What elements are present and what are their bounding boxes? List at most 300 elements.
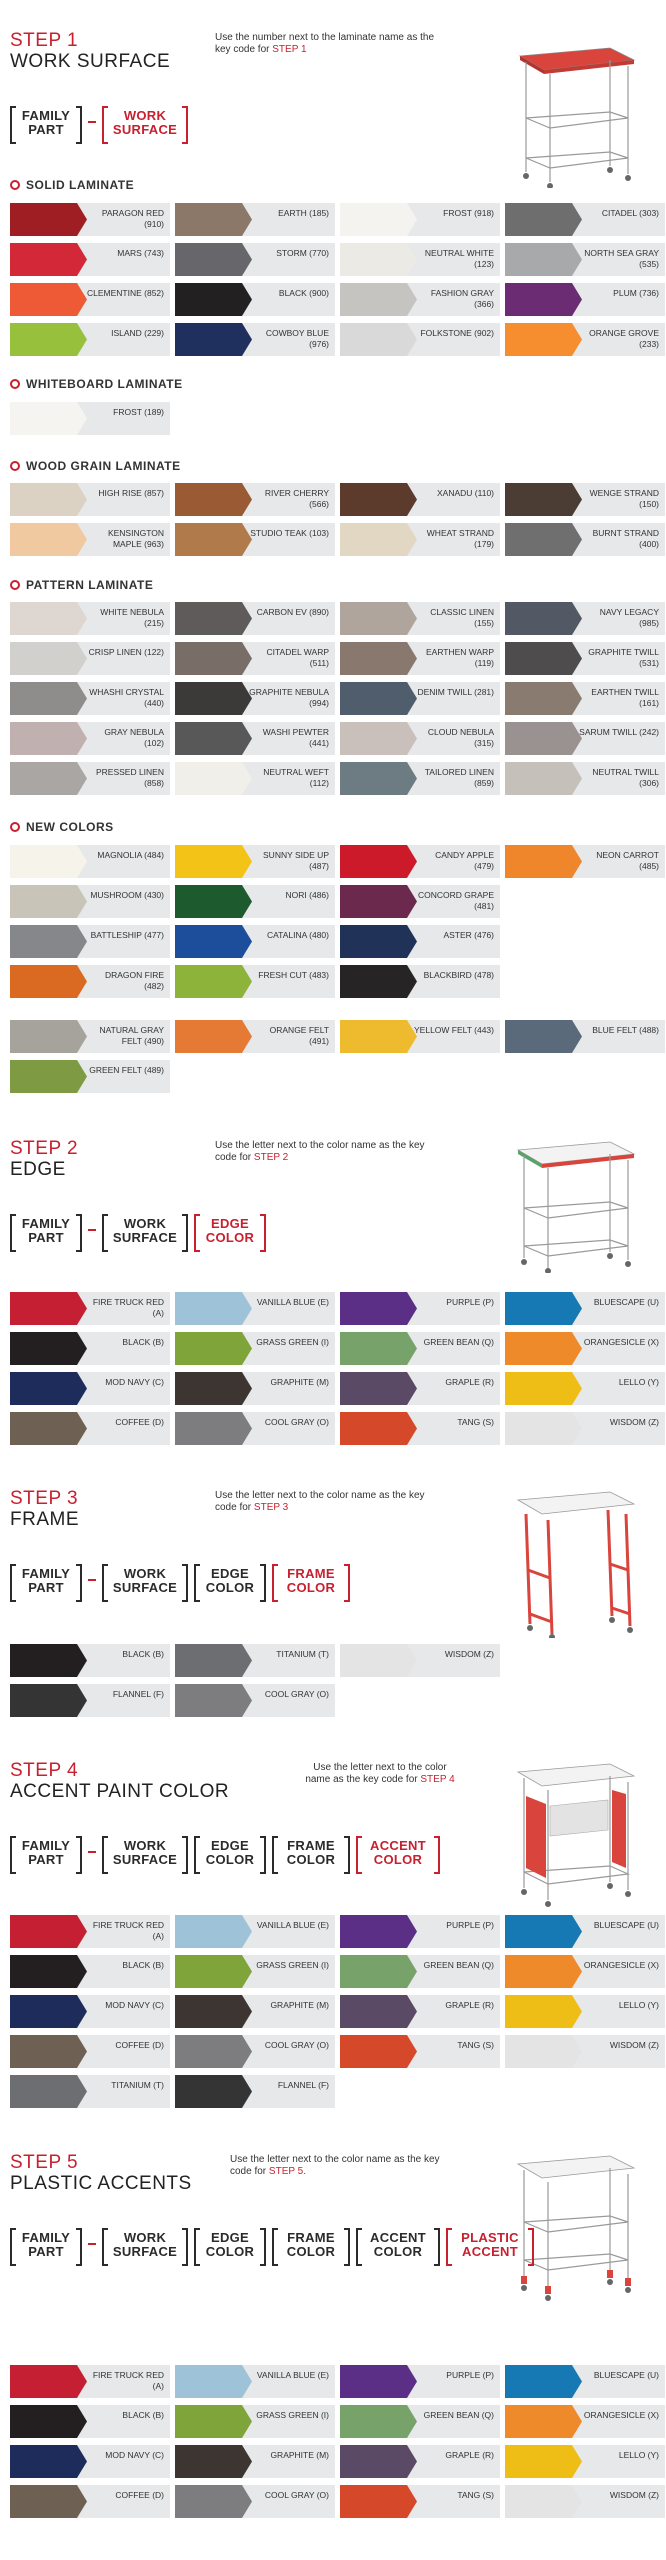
swatch-chip <box>175 2405 252 2438</box>
swatch-label: MAGNOLIA (484) <box>97 850 164 860</box>
color-swatch <box>505 2445 665 2478</box>
swatch-label: CLOUD NEBULA (315) <box>427 727 494 748</box>
swatch-chip <box>505 283 582 316</box>
color-swatch <box>10 762 170 795</box>
swatch-label: PURPLE (P) <box>446 1297 494 1307</box>
swatch-label: MUSHROOM (430) <box>90 890 164 900</box>
step-number: STEP 2 <box>10 1138 79 1159</box>
color-swatch <box>340 203 500 236</box>
key-code-box: WORK SURFACE <box>102 2228 188 2262</box>
swatch-chip <box>10 885 87 918</box>
color-swatch <box>340 323 500 356</box>
color-swatch <box>505 682 665 715</box>
swatch-chip <box>340 965 417 998</box>
color-swatch <box>340 762 500 795</box>
swatch-label: TANG (S) <box>457 1417 494 1427</box>
swatch-label: WASHI PEWTER (441) <box>262 727 329 748</box>
color-swatch <box>175 845 335 878</box>
swatch-chip <box>175 1292 252 1325</box>
color-swatch <box>340 523 500 556</box>
swatch-chip <box>505 642 582 675</box>
swatch-label: COWBOY BLUE (976) <box>265 328 329 349</box>
swatch-label: CRISP LINEN (122) <box>88 647 164 657</box>
section-heading: SOLID LAMINATE <box>10 178 134 192</box>
swatch-chip <box>340 1020 417 1053</box>
swatch-label: ASTER (476) <box>443 930 494 940</box>
color-swatch <box>175 1412 335 1445</box>
color-swatch <box>175 1995 335 2028</box>
color-swatch <box>340 283 500 316</box>
color-swatch <box>10 1955 170 1988</box>
swatch-label: CLEMENTINE (852) <box>87 288 164 298</box>
swatch-label: ORANGESICLE (X) <box>583 1337 659 1347</box>
color-swatch <box>505 2365 665 2398</box>
swatch-chip <box>340 323 417 356</box>
key-code-box: EDGE COLOR <box>194 1564 266 1598</box>
color-swatch <box>340 2405 500 2438</box>
swatch-label: GRAPHITE TWILL (531) <box>588 647 659 668</box>
table-illustration-edge <box>510 1138 640 1273</box>
swatch-chip <box>340 1915 417 1948</box>
swatch-label: ORANGE FELT (491) <box>269 1025 329 1046</box>
swatch-label: EARTH (185) <box>278 208 329 218</box>
color-swatch <box>10 1292 170 1325</box>
color-swatch <box>175 1915 335 1948</box>
swatch-chip <box>175 1915 252 1948</box>
swatch-label: XANADU (110) <box>437 488 494 498</box>
swatch-chip <box>175 2485 252 2518</box>
color-swatch <box>175 2035 335 2068</box>
color-swatch <box>340 642 500 675</box>
swatch-chip <box>505 203 582 236</box>
swatch-chip <box>505 523 582 556</box>
swatch-chip <box>340 243 417 276</box>
swatch-label: SARUM TWILL (242) <box>579 727 659 737</box>
swatch-chip <box>340 722 417 755</box>
swatch-label: BLUESCAPE (U) <box>593 1920 659 1930</box>
swatch-chip <box>175 642 252 675</box>
color-swatch <box>175 323 335 356</box>
swatch-chip <box>340 885 417 918</box>
swatch-label: HIGH RISE (857) <box>98 488 164 498</box>
swatch-chip <box>505 682 582 715</box>
color-swatch <box>175 2445 335 2478</box>
color-swatch <box>340 2485 500 2518</box>
swatch-chip <box>10 965 87 998</box>
color-swatch <box>175 2075 335 2108</box>
table-illustration-plastic-accents <box>510 2152 640 2302</box>
color-swatch <box>10 523 170 556</box>
section-heading: PATTERN LAMINATE <box>10 578 153 592</box>
swatch-chip <box>505 722 582 755</box>
swatch-chip <box>505 845 582 878</box>
swatch-chip <box>340 682 417 715</box>
swatch-label: LELLO (Y) <box>618 2450 659 2460</box>
swatch-chip <box>340 1955 417 1988</box>
color-swatch <box>505 2405 665 2438</box>
swatch-chip <box>10 845 87 878</box>
swatch-label: NEUTRAL WHITE (123) <box>424 248 494 269</box>
swatch-chip <box>10 762 87 795</box>
color-swatch <box>10 243 170 276</box>
color-swatch <box>10 845 170 878</box>
swatch-chip <box>505 243 582 276</box>
step-number: STEP 1 <box>10 30 79 51</box>
swatch-label: SUNNY SIDE UP (487) <box>263 850 329 871</box>
step-name: PLASTIC ACCENTS <box>10 2173 192 2194</box>
key-code-box: FAMILY PART <box>10 1564 82 1598</box>
swatch-chip <box>340 203 417 236</box>
swatch-chip <box>10 1955 87 1988</box>
swatch-label: MOD NAVY (C) <box>105 2450 164 2460</box>
color-swatch <box>340 845 500 878</box>
swatch-chip <box>175 925 252 958</box>
swatch-chip <box>10 2445 87 2478</box>
color-swatch <box>505 1915 665 1948</box>
swatch-chip <box>340 1412 417 1445</box>
section-heading: WHITEBOARD LAMINATE <box>10 377 183 391</box>
color-swatch <box>175 1332 335 1365</box>
color-swatch <box>175 602 335 635</box>
swatch-chip <box>10 2365 87 2398</box>
swatch-chip <box>10 283 87 316</box>
step-title <box>10 1138 78 1180</box>
color-swatch <box>505 203 665 236</box>
key-code-box: FAMILY PART <box>10 1214 82 1248</box>
swatch-chip <box>175 965 252 998</box>
color-swatch <box>175 2365 335 2398</box>
color-swatch <box>340 1412 500 1445</box>
key-code-box: FAMILY PART <box>10 106 82 140</box>
swatch-label: BLUESCAPE (U) <box>593 2370 659 2380</box>
swatch-label: NEON CARROT (485) <box>596 850 659 871</box>
swatch-chip <box>340 2405 417 2438</box>
swatch-label: VANILLA BLUE (E) <box>256 2370 329 2380</box>
color-swatch <box>175 243 335 276</box>
swatch-chip <box>175 1412 252 1445</box>
color-swatch <box>505 2035 665 2068</box>
swatch-label: FOLKSTONE (902) <box>420 328 494 338</box>
swatch-chip <box>10 2075 87 2108</box>
swatch-label: FROST (918) <box>443 208 494 218</box>
swatch-label: PURPLE (P) <box>446 2370 494 2380</box>
table-illustration-accent-paint <box>510 1760 640 1910</box>
swatch-chip <box>340 2445 417 2478</box>
swatch-chip <box>10 925 87 958</box>
bullet-icon <box>10 180 20 190</box>
color-swatch <box>10 1020 170 1053</box>
color-swatch <box>10 682 170 715</box>
color-swatch <box>505 523 665 556</box>
swatch-label: GRAPHITE NEBULA (994) <box>249 687 329 708</box>
swatch-chip <box>505 1955 582 1988</box>
color-swatch <box>10 203 170 236</box>
swatch-label: BLACK (B) <box>122 1649 164 1659</box>
swatch-label: GRAY NEBULA (102) <box>104 727 164 748</box>
table-illustration-work-surface <box>510 38 640 188</box>
section-heading: WOOD GRAIN LAMINATE <box>10 459 181 473</box>
swatch-label: FLANNEL (F) <box>112 1689 164 1699</box>
color-swatch <box>175 1372 335 1405</box>
swatch-label: GRAPHITE (M) <box>270 2000 329 2010</box>
color-swatch <box>340 1372 500 1405</box>
swatch-chip <box>10 203 87 236</box>
color-swatch <box>10 1995 170 2028</box>
swatch-chip <box>340 1292 417 1325</box>
swatch-chip <box>10 722 87 755</box>
swatch-label: TANG (S) <box>457 2490 494 2500</box>
swatch-chip <box>10 1060 87 1093</box>
color-swatch <box>10 642 170 675</box>
swatch-label: CITADEL (303) <box>601 208 659 218</box>
color-swatch <box>340 602 500 635</box>
swatch-chip <box>175 1372 252 1405</box>
swatch-label: ORANGESICLE (X) <box>583 1960 659 1970</box>
color-swatch <box>175 283 335 316</box>
swatch-label: CANDY APPLE (479) <box>435 850 494 871</box>
key-code-box: WORK SURFACE <box>102 1214 188 1248</box>
swatch-label: NORI (486) <box>285 890 329 900</box>
swatch-label: FIRE TRUCK RED (A) <box>92 2370 164 2391</box>
bullet-icon <box>10 822 20 832</box>
swatch-chip <box>175 2365 252 2398</box>
swatch-label: BLUESCAPE (U) <box>593 1297 659 1307</box>
swatch-chip <box>505 1915 582 1948</box>
swatch-label: COFFEE (D) <box>115 2040 164 2050</box>
swatch-chip <box>505 762 582 795</box>
swatch-label: BLUE FELT (488) <box>592 1025 659 1035</box>
swatch-label: NATURAL GRAY FELT (490) <box>99 1025 164 1046</box>
swatch-chip <box>340 925 417 958</box>
swatch-label: COOL GRAY (O) <box>264 2490 329 2500</box>
swatch-label: MOD NAVY (C) <box>105 1377 164 1387</box>
swatch-chip <box>175 243 252 276</box>
swatch-label: NEUTRAL TWILL (306) <box>592 767 659 788</box>
swatch-chip <box>340 2365 417 2398</box>
key-code-dash <box>88 1851 96 1853</box>
key-code-dash <box>88 1579 96 1581</box>
step-name: FRAME <box>10 1509 79 1530</box>
color-swatch <box>505 483 665 516</box>
swatch-label: CONCORD GRAPE (481) <box>417 890 494 911</box>
color-swatch <box>175 1955 335 1988</box>
color-swatch <box>505 602 665 635</box>
color-swatch <box>175 2405 335 2438</box>
color-swatch <box>175 1292 335 1325</box>
swatch-label: COOL GRAY (O) <box>264 1689 329 1699</box>
step-instructions: Use the letter next to the color name as the key code for STEP 5. <box>230 2154 440 2177</box>
color-swatch <box>175 1020 335 1053</box>
swatch-chip <box>175 1644 252 1677</box>
swatch-label: ORANGESICLE (X) <box>583 2410 659 2420</box>
swatch-chip <box>10 1995 87 2028</box>
color-swatch <box>505 762 665 795</box>
swatch-label: WISDOM (Z) <box>609 1417 659 1427</box>
swatch-chip <box>505 323 582 356</box>
color-swatch <box>175 682 335 715</box>
color-swatch <box>175 642 335 675</box>
swatch-label: GRAPLE (R) <box>445 2450 494 2460</box>
swatch-chip <box>10 323 87 356</box>
swatch-chip <box>10 602 87 635</box>
swatch-chip <box>505 1372 582 1405</box>
swatch-label: WHASHI CRYSTAL (440) <box>89 687 164 708</box>
key-code-box: FRAME COLOR <box>272 2228 350 2262</box>
color-swatch <box>340 243 500 276</box>
swatch-chip <box>505 2365 582 2398</box>
color-swatch <box>340 2445 500 2478</box>
swatch-chip <box>10 1684 87 1717</box>
swatch-label: GRAPLE (R) <box>445 2000 494 2010</box>
swatch-chip <box>10 1644 87 1677</box>
color-swatch <box>505 722 665 755</box>
swatch-chip <box>10 2405 87 2438</box>
color-swatch <box>505 1995 665 2028</box>
color-swatch <box>340 1955 500 1988</box>
step-instructions: Use the number next to the laminate name as the key code for STEP 1 <box>215 32 435 55</box>
swatch-label: LELLO (Y) <box>618 2000 659 2010</box>
swatch-chip <box>175 602 252 635</box>
color-swatch <box>340 965 500 998</box>
color-swatch <box>340 483 500 516</box>
key-code-box: FRAME COLOR <box>272 1836 350 1870</box>
color-swatch <box>505 642 665 675</box>
step-instructions: Use the letter next to the color name as the key code for STEP 2 <box>215 1140 425 1163</box>
swatch-label: COOL GRAY (O) <box>264 1417 329 1427</box>
swatch-chip <box>10 483 87 516</box>
swatch-label: WISDOM (Z) <box>444 1649 494 1659</box>
swatch-label: WISDOM (Z) <box>609 2040 659 2050</box>
swatch-chip <box>10 682 87 715</box>
swatch-chip <box>10 1292 87 1325</box>
color-swatch <box>10 2485 170 2518</box>
color-swatch <box>340 1020 500 1053</box>
step-name: EDGE <box>10 1159 66 1180</box>
swatch-label: GREEN FELT (489) <box>89 1065 164 1075</box>
swatch-label: ISLAND (229) <box>111 328 164 338</box>
swatch-chip <box>175 2445 252 2478</box>
swatch-label: KENSINGTON MAPLE (963) <box>107 528 164 549</box>
swatch-chip <box>340 483 417 516</box>
key-code-box: ACCENT COLOR <box>356 2228 440 2262</box>
color-swatch <box>10 2365 170 2398</box>
bullet-icon <box>10 580 20 590</box>
swatch-chip <box>340 283 417 316</box>
color-swatch <box>175 2485 335 2518</box>
color-swatch <box>175 965 335 998</box>
swatch-chip <box>175 1020 252 1053</box>
color-swatch <box>340 722 500 755</box>
color-swatch <box>10 1915 170 1948</box>
swatch-label: BLACK (B) <box>122 2410 164 2420</box>
step-number: STEP 4 <box>10 1760 79 1781</box>
swatch-chip <box>175 682 252 715</box>
color-swatch <box>505 1412 665 1445</box>
color-swatch <box>175 885 335 918</box>
swatch-label: NAVY LEGACY (985) <box>599 607 659 628</box>
swatch-chip <box>175 2035 252 2068</box>
key-code-box: FRAME COLOR <box>272 1564 350 1598</box>
swatch-label: GRASS GREEN (I) <box>256 1960 329 1970</box>
swatch-label: WENGE STRAND (150) <box>589 488 659 509</box>
color-swatch <box>505 845 665 878</box>
swatch-chip <box>175 323 252 356</box>
swatch-chip <box>340 1332 417 1365</box>
color-swatch <box>175 523 335 556</box>
color-swatch <box>340 885 500 918</box>
swatch-chip <box>505 1995 582 2028</box>
color-swatch <box>10 1372 170 1405</box>
swatch-chip <box>340 642 417 675</box>
swatch-chip <box>175 1955 252 1988</box>
swatch-chip <box>505 1292 582 1325</box>
key-code-box: FAMILY PART <box>10 2228 82 2262</box>
swatch-chip <box>505 602 582 635</box>
key-code-box: EDGE COLOR <box>194 1214 266 1248</box>
key-code-box: WORK SURFACE <box>102 106 188 140</box>
swatch-chip <box>10 642 87 675</box>
key-code-box: EDGE COLOR <box>194 2228 266 2262</box>
swatch-label: RIVER CHERRY (566) <box>264 488 329 509</box>
color-swatch <box>10 925 170 958</box>
color-swatch <box>505 1020 665 1053</box>
step-title <box>10 2152 192 2194</box>
color-swatch <box>175 203 335 236</box>
swatch-label: TITANIUM (T) <box>111 2080 164 2090</box>
color-swatch <box>10 965 170 998</box>
swatch-label: PRESSED LINEN (858) <box>95 767 164 788</box>
key-code-dash <box>88 121 96 123</box>
color-swatch <box>10 323 170 356</box>
key-code-box: PLASTIC ACCENT <box>446 2228 534 2262</box>
swatch-chip <box>340 1995 417 2028</box>
key-code-box: ACCENT COLOR <box>356 1836 440 1870</box>
color-swatch <box>10 2445 170 2478</box>
color-swatch <box>10 483 170 516</box>
swatch-label: GRAPHITE (M) <box>270 2450 329 2460</box>
swatch-chip <box>340 762 417 795</box>
swatch-chip <box>340 845 417 878</box>
swatch-chip <box>340 1372 417 1405</box>
key-code-dash <box>88 1229 96 1231</box>
color-swatch <box>10 283 170 316</box>
swatch-label: TAILORED LINEN (859) <box>424 767 494 788</box>
swatch-chip <box>505 1332 582 1365</box>
swatch-label: GRASS GREEN (I) <box>256 1337 329 1347</box>
color-swatch <box>340 1644 500 1677</box>
color-swatch <box>175 722 335 755</box>
swatch-label: GREEN BEAN (Q) <box>423 2410 494 2420</box>
step-instructions: Use the letter next to the color name as the key code for STEP 3 <box>215 1490 425 1513</box>
swatch-chip <box>340 523 417 556</box>
step-title <box>10 1760 229 1802</box>
swatch-label: BURNT STRAND (400) <box>592 528 659 549</box>
swatch-label: EARTHEN TWILL (161) <box>591 687 659 708</box>
swatch-chip <box>175 845 252 878</box>
swatch-chip <box>10 1915 87 1948</box>
swatch-chip <box>340 2035 417 2068</box>
swatch-label: FROST (189) <box>113 407 164 417</box>
key-code-box: WORK SURFACE <box>102 1836 188 1870</box>
swatch-label: FLANNEL (F) <box>277 2080 329 2090</box>
swatch-chip <box>10 1372 87 1405</box>
color-swatch <box>505 1332 665 1365</box>
color-swatch <box>10 722 170 755</box>
swatch-label: MOD NAVY (C) <box>105 2000 164 2010</box>
color-swatch <box>10 1684 170 1717</box>
swatch-label: BLACK (B) <box>122 1337 164 1347</box>
swatch-label: FASHION GRAY (366) <box>430 288 494 309</box>
